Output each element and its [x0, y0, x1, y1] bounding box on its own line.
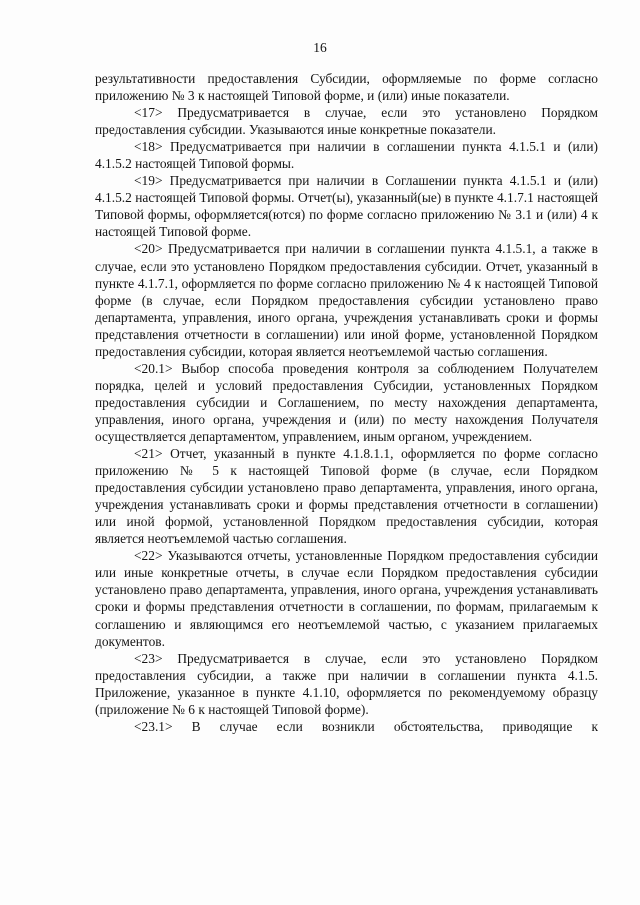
document-body [95, 70, 598, 735]
footnote-23-1: <23.1> В случае если возникли обстоятельства, приводящие к [134, 718, 598, 734]
footnote-17: <17> Предусматривается в случае, если это установлено Порядком предоставления субсидии. Указываются иные конкретные показатели. [95, 105, 598, 138]
footnote-18: <18> Предусматривается при наличии в соглашении пункта 4.1.5.1 и (или) 4.1.5.2 настоящей Типовой формы. [95, 139, 598, 172]
page-number: 16 [313, 40, 327, 55]
footnote-23: <23> Предусматривается в случае, если это установлено Порядком предоставления субсидии, а также при наличии в соглашении пункта 4.1.5. Приложение, указанное в пункте 4.1.10, оформляется по рекомендуемому образцу (приложение № 6 к настоящей Типовой форме). [95, 650, 598, 717]
paragraph-continuation: результативности предоставления Субсидии, оформляемые по форме согласно приложению № 3 к настоящей Типовой форме, и (или) иные показатели. [95, 71, 598, 104]
footnote-20-1: <20.1> Выбор способа проведения контроля за соблюдением Получателем порядка, целей и условий предоставления Субсидии, установленных Порядком предоставления субсидии и Соглашением, по месту нахождения департамента, управления, иного органа, учреждения и (или) по месту нахождения Получателя осуществляется департаментом, управлением, иным органом, учреждением. [95, 360, 598, 444]
footnote-22: <22> Указываются отчеты, установленные Порядком предоставления субсидии или иные конкретные отчеты, в случае если Порядком предоставления субсидии установлено право департамента, управления, иного органа, учреждения устанавливать сроки и формы представления отчетности в соглашении, по формам, прилагаемым к соглашению и являющимся его неотъемлемой частью, с указанием прилагаемых документов. [95, 548, 598, 649]
footnote-19: <19> Предусматривается при наличии в Соглашении пункта 4.1.5.1 и (или) 4.1.5.2 настоящей Типовой формы. Отчет(ы), указанный(ые) в пункте 4.1.7.1 настоящей Типовой формы, оформляется(ются) по форме согласно приложению № 3.1 и (или) 4 к настоящей Типовой форме. [95, 173, 598, 240]
footnote-20: <20> Предусматривается при наличии в соглашении пункта 4.1.5.1, а также в случае, если это установлено Порядком предоставления субсидии. Отчет, указанный в пункте 4.1.7.1, оформляется по форме согласно приложению № 4 к настоящей Типовой форме (в случае, если Порядком предоставления субсидии установлено право департамента, управления, иного органа, учреждения устанавливать сроки и формы представления отчетности в соглашении) или иной форме, установленной Порядком предоставления субсидии, которая является неотъемлемой частью соглашения. [95, 241, 598, 359]
footnote-21: <21> Отчет, указанный в пункте 4.1.8.1.1, оформляется по форме согласно приложению № 5 к настоящей Типовой форме (в случае, если Порядком предоставления субсидии установлено право департамента, управления, иного органа, учреждения устанавливать сроки и формы представления отчетности в соглашении) или иной формой, установленной Порядком предоставления субсидии, которая является неотъемлемой частью соглашения. [95, 446, 598, 547]
